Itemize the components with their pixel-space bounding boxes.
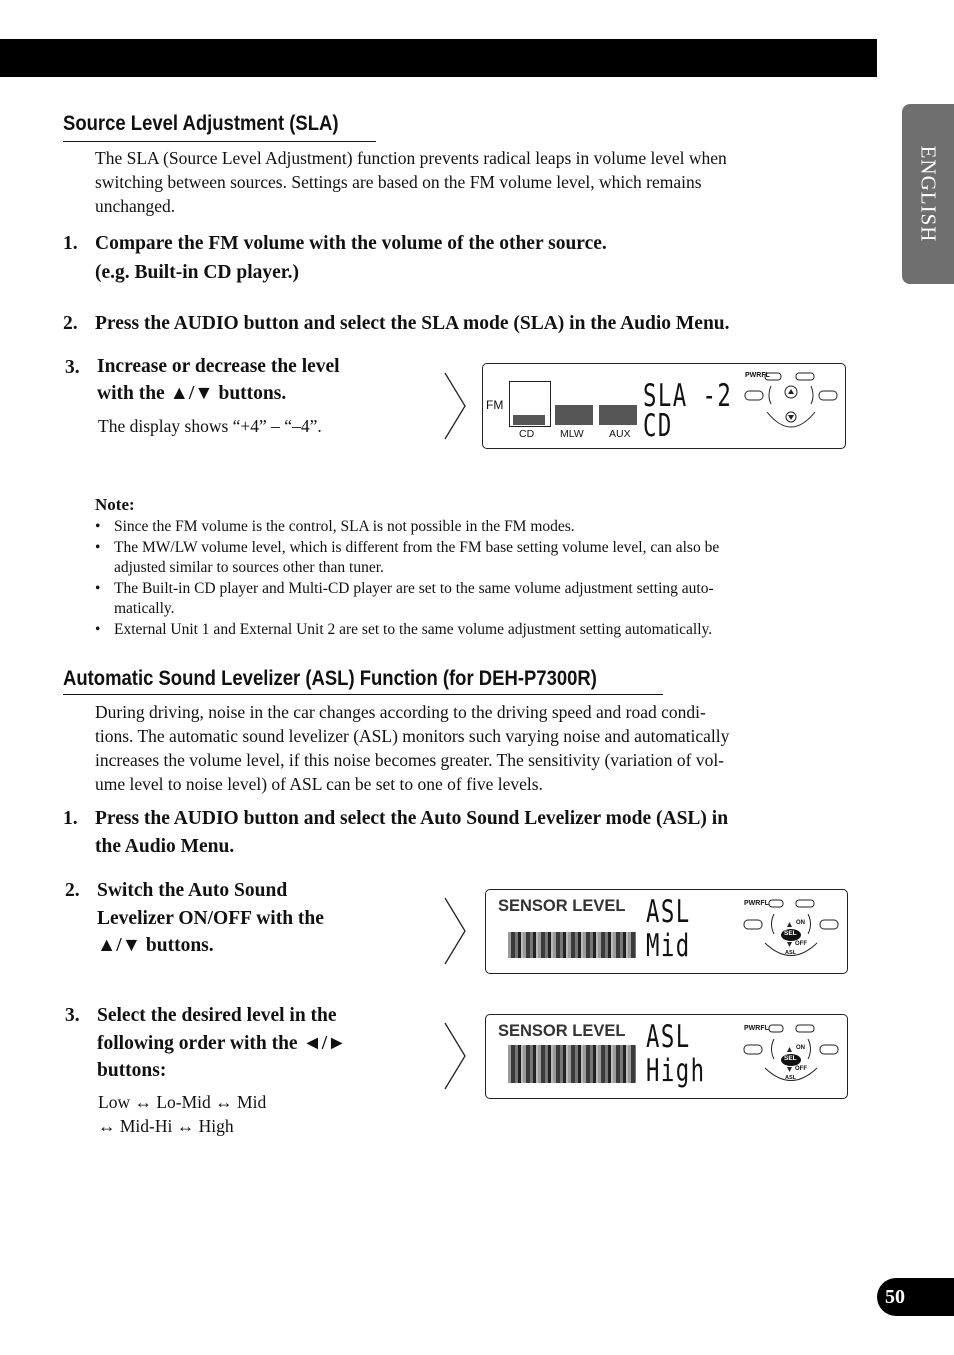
sla-section-title: Source Level Adjustment (SLA) <box>63 112 339 135</box>
step-text: Levelizer ON/OFF with the <box>97 907 324 929</box>
mlw-label: MLW <box>560 428 584 440</box>
language-tab-label: ENGLISH <box>916 145 941 243</box>
asl-intro-line: During driving, noise in the car changes according to the driving speed and road condi- <box>95 702 706 722</box>
bullet-text: The MW/LW volume level, which is different from the FM base setting volume level, can also be <box>114 539 720 556</box>
on-label: ON <box>796 1045 805 1051</box>
level-low: Low <box>98 1092 131 1112</box>
level-order-line-2 <box>98 1114 234 1138</box>
asl-step-2 <box>65 877 405 961</box>
lcd-line-1: SLA -2 <box>643 378 733 414</box>
sla-step-2 <box>63 309 863 339</box>
pointer-arrow-icon <box>444 372 468 440</box>
aux-level-bar <box>599 405 637 425</box>
sel-label: SEL <box>784 930 797 937</box>
asl-knob-label: ASL <box>785 950 796 956</box>
control-knob-icon <box>741 370 841 442</box>
sla-step-3-subtext: The display shows “+4” – “–4”. <box>98 416 322 436</box>
asl-knob-label: ASL <box>785 1075 796 1081</box>
note-title: Note: <box>95 495 135 514</box>
step-number: 2. <box>63 313 78 334</box>
step-text: Press the AUDIO button and select the SLA mode (SLA) in the Audio Menu. <box>95 313 730 334</box>
sla-intro-line: unchanged. <box>95 196 176 216</box>
asl-intro-line: ume level to noise level) of ASL can be set to one of five levels. <box>95 774 543 794</box>
bullet-dot: • <box>95 539 101 556</box>
step-text: (e.g. Built-in CD player.) <box>95 262 300 283</box>
step-number: 3. <box>65 357 80 378</box>
pwrfl-indicator: PWRFL <box>744 1025 769 1032</box>
sel-label: SEL <box>784 1055 797 1062</box>
sensor-level-label: SENSOR LEVEL <box>498 1022 626 1040</box>
step-text: ▲/▼ buttons. <box>97 935 214 956</box>
asl-intro-line: increases the volume level, if this noise becomes greater. The sensitivity (variation of vol- <box>95 750 725 770</box>
level-mid: Mid <box>237 1092 267 1112</box>
sensor-level-label: SENSOR LEVEL <box>498 897 626 915</box>
bullet-text: The Built-in CD player and Multi-CD player are set to the same volume adjustment setting auto- <box>114 580 714 597</box>
pwrfl-indicator: PWRFL <box>744 900 769 907</box>
sla-step-3 <box>65 353 405 413</box>
off-label: OFF <box>795 1066 807 1072</box>
sla-intro-line: The SLA (Source Level Adjustment) function prevents radical leaps in volume level when <box>95 148 727 168</box>
lcd-line-2: High <box>646 1053 706 1089</box>
step-text: Switch the Auto Sound <box>97 880 288 901</box>
bullet-dot: • <box>95 621 101 638</box>
lcd-line-1: ASL <box>646 894 691 930</box>
cd-label: CD <box>519 428 535 440</box>
pointer-arrow-icon <box>444 897 468 965</box>
language-tab <box>902 104 954 284</box>
asl-section-title: Automatic Sound Levelizer (ASL) Function (for DEH-P7300R) <box>63 667 597 690</box>
step-text: Compare the FM volume with the volume of the other source. <box>95 233 607 254</box>
bullet-dot: • <box>95 580 101 597</box>
note-bullet <box>95 579 855 619</box>
note-bullet <box>95 620 855 640</box>
step-number: 1. <box>63 808 78 829</box>
bullet-text: matically. <box>114 600 175 617</box>
lcd-line-2: Mid <box>646 928 691 964</box>
step-text: buttons: <box>97 1060 167 1081</box>
step-number: 2. <box>65 880 80 901</box>
level-mid-hi: Mid-Hi <box>119 1116 173 1136</box>
on-label: ON <box>796 920 805 926</box>
sensor-level-meter <box>508 932 636 958</box>
off-label: OFF <box>795 941 807 947</box>
cd-level-bar <box>513 415 545 425</box>
double-arrow-icon: ↔ <box>176 1116 195 1136</box>
note-bullet <box>95 538 855 578</box>
pointer-arrow-icon <box>444 1022 468 1090</box>
asl-step-3 <box>65 1002 405 1086</box>
aux-label: AUX <box>609 428 631 440</box>
page-number: 50 <box>877 1278 954 1316</box>
lcd-line-1: ASL <box>646 1019 691 1055</box>
asl-intro <box>95 700 729 796</box>
asl-intro-line: tions. The automatic sound levelizer (ASL) monitors such varying noise and automatically <box>95 726 730 746</box>
step-text: Increase or decrease the level <box>97 356 340 377</box>
bullet-text: External Unit 1 and External Unit 2 are set to the same volume adjustment setting automatically. <box>114 621 713 638</box>
fm-label: FM <box>486 398 504 412</box>
step-number: 1. <box>63 233 78 254</box>
lcd-line-2: CD <box>643 408 673 444</box>
asl-title-underline <box>63 694 663 695</box>
step-text: the Audio Menu. <box>95 836 235 857</box>
double-arrow-icon: ↔ <box>215 1092 233 1112</box>
step-text: Press the AUDIO button and select the Auto Sound Levelizer mode (ASL) in <box>95 808 729 829</box>
asl-lcd-display-mid <box>485 889 848 974</box>
asl-step-1 <box>63 805 863 863</box>
note-bullet <box>95 517 855 537</box>
sla-intro <box>95 146 727 218</box>
level-order-line-1 <box>98 1090 266 1114</box>
step-text: Select the desired level in the <box>97 1005 337 1026</box>
double-arrow-icon: ↔ <box>134 1092 152 1112</box>
level-lo-mid: Lo-Mid <box>156 1092 211 1112</box>
sla-title-underline <box>63 141 376 142</box>
asl-lcd-display-high <box>485 1014 848 1099</box>
header-bar <box>0 39 877 77</box>
step-text: with the ▲/▼ buttons. <box>97 383 287 404</box>
level-high: High <box>198 1116 234 1136</box>
bullet-dot: • <box>95 518 101 535</box>
mlw-level-bar <box>555 405 593 425</box>
sla-step-1 <box>63 229 863 289</box>
double-arrow-icon: ↔ <box>98 1116 116 1136</box>
bullet-text: adjusted similar to sources other than tuner. <box>114 559 384 576</box>
sla-lcd-display <box>482 363 846 449</box>
pwrfl-indicator: PWRFL <box>745 372 770 379</box>
sensor-level-meter <box>508 1045 636 1083</box>
bullet-text: Since the FM volume is the control, SLA is not possible in the FM modes. <box>114 518 575 535</box>
step-text: following order with the ◄/► <box>97 1032 347 1054</box>
step-number: 3. <box>65 1005 80 1026</box>
sla-intro-line: switching between sources. Settings are based on the FM volume level, which remains <box>95 172 702 192</box>
